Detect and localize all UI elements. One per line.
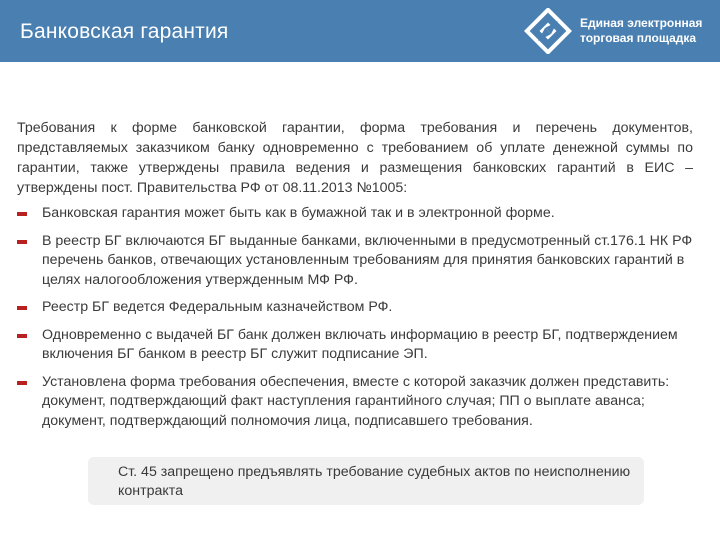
note-box <box>88 457 644 505</box>
main-content <box>17 118 693 439</box>
list-item <box>17 373 693 432</box>
bullet-text: В реестр БГ включаются БГ выданные банками, включенными в предусмотренный ст.176.1 НК РФ перечень банков, отвечающих установленным требованиям для принятия банковских гарантий в целях налогообложения утвержденным МФ РФ. <box>42 232 693 288</box>
logo-text <box>580 16 702 46</box>
logo-line-2: торговая площадка <box>580 31 697 45</box>
diamond-logo-icon <box>524 8 572 54</box>
bullet-list <box>17 204 693 431</box>
header-bar <box>0 0 720 62</box>
bullet-text: Банковская гарантия может быть как в бумажной так и в электронной форме. <box>42 205 555 221</box>
bullet-text: Реестр БГ ведется Федеральным казначейством РФ. <box>42 299 393 315</box>
list-item <box>17 326 693 365</box>
bullet-marker <box>17 381 27 385</box>
note-text: Ст. 45 запрещено предъявлять требование судебных актов по неисполнению контракта <box>118 464 631 499</box>
logo-line-1: Единая электронная <box>580 16 703 30</box>
list-item <box>17 204 693 224</box>
list-item <box>17 298 693 318</box>
list-item <box>17 232 693 291</box>
bullet-marker <box>17 306 27 310</box>
bullet-text: Одновременно с выдачей БГ банк должен включать информацию в реестр БГ, подтверждением включения БГ банком в реестр БГ служит подписание ЭП. <box>42 326 678 362</box>
logo <box>524 8 716 54</box>
bullet-marker <box>17 212 27 216</box>
bullet-text: Установлена форма требования обеспечения, вместе с которой заказчик должен представить: документ, подтверждающий факт наступления гарантийного случая; ПП о выплате аванса; документ, подтверждающий полномочия лица, подписавшего требования. <box>42 373 670 429</box>
page-title: Банковская гарантия <box>20 20 229 43</box>
bullet-marker <box>17 240 27 244</box>
intro-paragraph: Требования к форме банковской гарантии, форма требования и перечень документов, представляемых заказчиком банку одновременно с требованием об уплате денежной суммы по гарантии, также утверждены правила ведения и размещения банковских гарантий в ЕИС – утверждены пост. Правительства РФ от 08.11.2013 №1005: <box>17 120 693 196</box>
bullet-marker <box>17 334 27 338</box>
